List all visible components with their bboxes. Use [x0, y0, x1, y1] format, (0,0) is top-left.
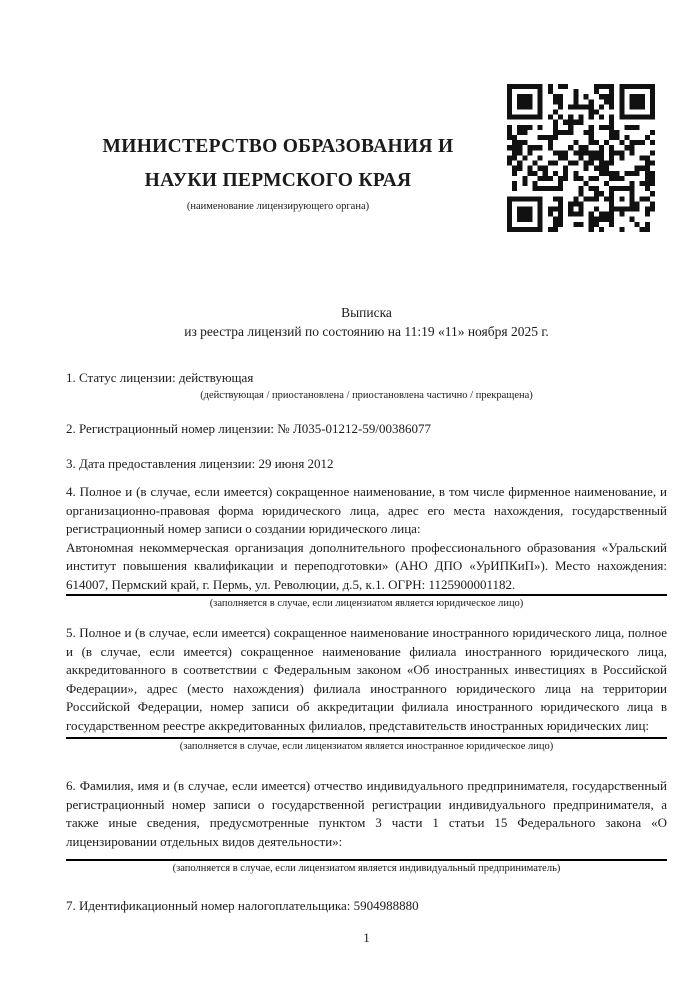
license-status-text: 1. Статус лицензии: действующая [66, 370, 254, 385]
licensing-authority-header [66, 130, 490, 214]
legal-entity-underline [66, 594, 667, 596]
ministry-name: МИНИСТЕРСТВО ОБРАЗОВАНИЯ И НАУКИ ПЕРМСКОГО КРАЯ [102, 136, 454, 191]
document-title [66, 303, 667, 341]
taxpayer-number-text: 7. Идентификационный номер налогоплательщика: 5904988880 [66, 898, 419, 913]
item-license-date [66, 455, 667, 474]
license-status-caption: (действующая / приостановлена / приостановлена частично / прекращена) [200, 389, 533, 401]
document-title-line1: Выписка [341, 305, 392, 320]
item-individual-entrepreneur [66, 777, 667, 876]
license-date-text: 3. Дата предоставления лицензии: 29 июня 2012 [66, 456, 334, 471]
item-registration-number [66, 420, 667, 439]
foreign-entity-caption: (заполняется в случае, если лицензиатом является иностранное юридическое лицо) [179, 741, 554, 752]
legal-entity-caption: (заполняется в случае, если лицензиатом является юридическое лицо) [209, 598, 524, 609]
item-license-status [66, 369, 667, 402]
qr-code-icon [507, 84, 655, 232]
document-title-line2: из реестра лицензий по состоянию на 11:19 «11» ноября 2025 г. [184, 324, 549, 339]
item-taxpayer-number [66, 897, 667, 916]
foreign-entity-label: 5. Полное и (в случае, если имеется) сокращенное наименование иностранного юридического лица, полное и (в случае, если имеется) сокращенное наименование филиала иностранного юридического лица, аккредитованного в соответствии с Федеральным законом «Об иностранных инвестициях в Российской Федерации», адрес (место нахождения) филиала иностранного юридического лица на территории Российской Федерации, номер записи об аккредитации филиала иностранного юридического лица в государственном реестре аккредитованных филиалов, представительств иностранных юридических лиц: [66, 625, 667, 733]
registration-number-text: 2. Регистрационный номер лицензии: № Л035-01212-59/00386077 [66, 421, 432, 436]
foreign-entity-underline [66, 737, 667, 739]
individual-entrepreneur-underline [66, 859, 667, 861]
legal-entity-value: Автономная некоммерческая организация дополнительного профессионального образования «Уральский институт повышения квалификации и переподготовки» (АНО ДПО «УрИПКиП»). Место нахождения: 614007, Пермский край, г. Пермь, ул. Революции, д.5, к.1. ОГРН: 1125900001182. [66, 539, 667, 592]
ministry-name-caption: (наименование лицензирующего органа) [186, 201, 370, 212]
individual-entrepreneur-label: 6. Фамилия, имя и (в случае, если имеется) отчество индивидуального предпринимателя, государственный регистрационный номер записи о государственной регистрации индивидуального предпринимателя, а также иные сведения, предусмотренные пунктом 3 части 1 статьи 15 Федерального закона «О лицензировании отдельных видов деятельности»: [66, 778, 667, 849]
individual-entrepreneur-caption: (заполняется в случае, если лицензиатом является индивидуальный предприниматель) [172, 863, 561, 874]
page-number: 1 [363, 930, 370, 945]
legal-entity-label: 4. Полное и (в случае, если имеется) сокращенное наименование, в том числе фирменное наименование, и организационно-правовая форма юридического лица, адрес его места нахождения, государственный регистрационный номер записи о создании юридического лица: [66, 484, 667, 536]
item-foreign-entity [66, 624, 667, 754]
item-legal-entity [66, 483, 667, 611]
